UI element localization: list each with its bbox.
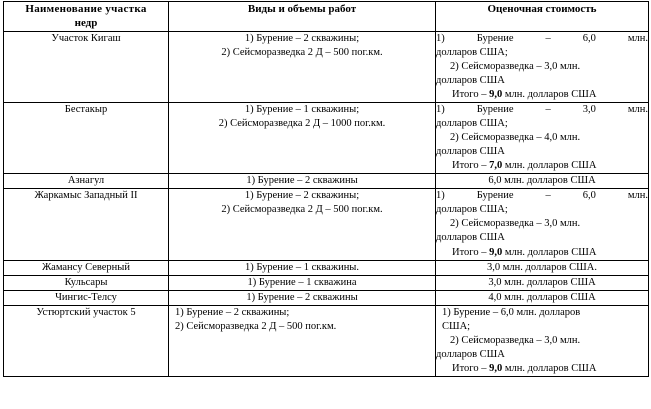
cost-simple-text: 3,0 млн. долларов США. <box>487 261 597 273</box>
table-body <box>4 31 649 377</box>
cost-item-line: долларов США <box>436 348 505 360</box>
cost-item-line: долларов США; <box>436 117 508 129</box>
cost-item-line: 1) Бурение – 6,0 млн. <box>436 190 648 202</box>
cost-item-line: 1) Бурение – 6,0 млн. долларов <box>442 306 581 318</box>
cost-total-suffix: млн. долларов США <box>502 88 597 100</box>
cell-cost <box>436 275 649 290</box>
work-item: 1) Бурение – 2 скважины; <box>244 190 360 202</box>
work-item: 2) Сейсморазведка 2 Д – 500 пог.км. <box>221 204 383 216</box>
cost-total-suffix: млн. долларов США <box>502 363 597 375</box>
column-header-name-line1: Наименование участка <box>25 3 147 15</box>
work-item: 2) Сейсморазведка 2 Д – 500 пог.км. <box>221 46 383 58</box>
cell-site-name <box>4 189 169 260</box>
cell-works <box>169 102 436 173</box>
cell-site-name <box>4 260 169 275</box>
cost-total-suffix: млн. долларов США <box>502 246 597 258</box>
work-item: 1) Бурение – 2 скважины <box>246 291 358 303</box>
cost-item-line: 2) Сейсморазведка – 3,0 млн. <box>450 334 581 346</box>
cell-works <box>169 290 436 305</box>
column-header-works: Виды и объемы работ <box>169 2 436 32</box>
cost-simple-text: 6,0 млн. долларов США <box>488 175 596 187</box>
cell-cost <box>436 189 649 260</box>
cell-works <box>169 31 436 102</box>
cost-item-line: США; <box>442 320 471 332</box>
work-item: 1) Бурение – 1 скважина <box>247 276 357 288</box>
cost-item-line: долларов США <box>436 232 505 244</box>
cell-cost <box>436 290 649 305</box>
cost-item-line: долларов США; <box>436 46 508 58</box>
table-row <box>4 102 649 173</box>
work-item: 2) Сейсморазведка 2 Д – 1000 пог.км. <box>218 117 386 129</box>
site-name-text: Жаркамыс Западный II <box>34 190 138 202</box>
table-row <box>4 174 649 189</box>
table-row <box>4 189 649 260</box>
cell-cost <box>436 305 649 376</box>
table-row <box>4 290 649 305</box>
cost-total-prefix: Итого – <box>452 246 490 258</box>
cell-works <box>169 189 436 260</box>
table-row <box>4 275 649 290</box>
work-item: 1) Бурение – 1 скважины; <box>244 103 360 115</box>
cell-site-name <box>4 102 169 173</box>
cell-works <box>169 275 436 290</box>
site-name-text: Азнагул <box>67 175 105 187</box>
cell-cost <box>436 102 649 173</box>
table-header <box>4 2 649 32</box>
cost-total-prefix: Итого – <box>452 160 490 172</box>
column-header-name <box>4 2 169 32</box>
cost-total-line <box>436 159 648 173</box>
cost-total-suffix: млн. долларов США <box>502 160 597 172</box>
cost-total-line <box>436 362 648 376</box>
table-row <box>4 260 649 275</box>
cell-works <box>169 260 436 275</box>
cost-total-value: 7,0 <box>489 160 503 172</box>
site-name-text: Жамансу Северный <box>42 261 130 273</box>
cost-total-line <box>436 88 648 102</box>
cost-item-line: долларов США; <box>436 204 508 216</box>
site-name-text: Участок Кигаш <box>51 32 121 44</box>
cell-works <box>169 174 436 189</box>
work-item: 2) Сейсморазведка 2 Д – 500 пог.км. <box>175 320 337 332</box>
cost-total-value: 9,0 <box>489 246 503 258</box>
cell-site-name <box>4 290 169 305</box>
cost-item-line: долларов США <box>436 146 505 158</box>
cost-item-line: 1) Бурение – 6,0 млн. <box>436 32 648 44</box>
cost-item-line: долларов США <box>436 74 505 86</box>
column-header-name-line2: недр <box>74 17 98 30</box>
cost-item-line: 1) Бурение – 3,0 млн. <box>436 103 648 115</box>
cost-total-prefix: Итого – <box>452 88 490 100</box>
column-header-cost: Оценочная стоимость <box>436 2 649 32</box>
work-item: 1) Бурение – 2 скважины; <box>175 306 290 318</box>
work-item: 1) Бурение – 1 скважины. <box>245 261 359 273</box>
cost-item-line: 2) Сейсморазведка – 3,0 млн. <box>450 60 581 72</box>
cost-total-prefix: Итого – <box>452 363 490 375</box>
cell-site-name <box>4 174 169 189</box>
site-name-text: Бестакыр <box>64 103 108 115</box>
cost-item-line: 2) Сейсморазведка – 4,0 млн. <box>450 132 581 144</box>
site-name-text: Кульсары <box>64 276 108 288</box>
cost-simple-text: 4,0 млн. долларов США <box>488 291 596 303</box>
table-row <box>4 31 649 102</box>
cost-total-value: 9,0 <box>489 88 503 100</box>
cost-total-value: 9,0 <box>489 363 503 375</box>
cell-site-name <box>4 275 169 290</box>
cost-total-line <box>436 246 648 260</box>
cell-cost <box>436 174 649 189</box>
work-item: 1) Бурение – 2 скважины; <box>244 32 360 44</box>
site-name-text: Чингис-Телсу <box>55 291 117 303</box>
cell-site-name <box>4 31 169 102</box>
table-header-row <box>4 2 649 32</box>
cost-simple-text: 3,0 млн. долларов США <box>488 276 596 288</box>
cell-cost <box>436 260 649 275</box>
cell-cost <box>436 31 649 102</box>
cost-item-line: 2) Сейсморазведка – 3,0 млн. <box>450 218 581 230</box>
site-name-text: Устюртский участок 5 <box>36 306 136 318</box>
table-row <box>4 305 649 376</box>
cell-works <box>169 305 436 376</box>
work-item: 1) Бурение – 2 скважины <box>246 175 358 187</box>
cell-site-name <box>4 305 169 376</box>
subsoil-works-table <box>3 1 649 377</box>
